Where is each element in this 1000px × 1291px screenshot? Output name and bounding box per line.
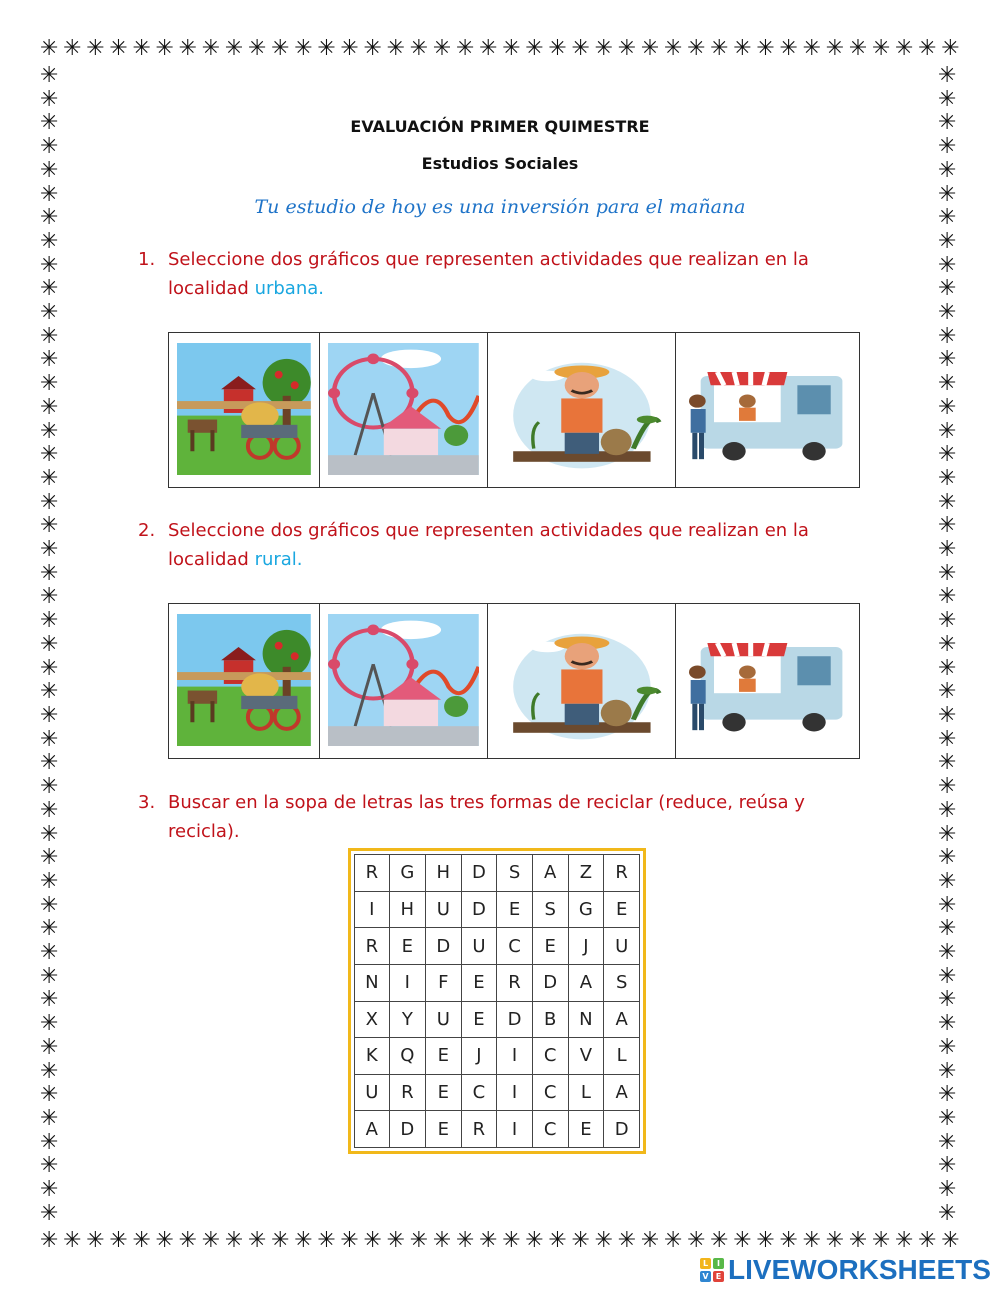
option-amusement-park[interactable] [320, 604, 488, 758]
word-search-cell[interactable]: U [604, 928, 640, 965]
border-star-icon: ✳ [663, 1228, 683, 1253]
border-star-icon: ✳ [938, 726, 957, 752]
border-star-icon: ✳ [40, 560, 59, 586]
border-star-icon: ✳ [502, 36, 521, 61]
border-star-icon: ✳ [895, 36, 914, 61]
border-star-icon: ✳ [40, 513, 59, 539]
border-star-icon: ✳ [40, 1082, 59, 1108]
border-star-icon: ✳ [938, 655, 957, 681]
word-search-cell[interactable]: E [497, 891, 533, 928]
border-star-icon: ✳ [938, 1058, 957, 1084]
word-search-cell[interactable]: C [461, 1074, 497, 1111]
border-star-icon: ✳ [40, 394, 59, 420]
border-star-icon: ✳ [938, 1153, 957, 1179]
border-star-icon: ✳ [938, 300, 957, 326]
border-star-icon: ✳ [40, 726, 59, 752]
border-star-icon: ✳ [938, 418, 957, 444]
border-star-icon: ✳ [938, 987, 957, 1013]
border-star-icon: ✳ [941, 1228, 960, 1253]
border-star-icon: ✳ [432, 1228, 452, 1253]
question-highlight: urbana. [254, 278, 324, 299]
border-star-icon: ✳ [86, 1228, 105, 1253]
word-search-grid [348, 848, 646, 1154]
border-star-icon: ✳ [938, 276, 957, 302]
border-star-icon: ✳ [201, 1228, 221, 1253]
word-search-cell[interactable]: U [355, 1074, 390, 1111]
border-star-icon: ✳ [848, 36, 868, 61]
question-number: 1. [138, 249, 156, 270]
border-star-icon: ✳ [756, 36, 775, 61]
word-search-cell[interactable]: Q [389, 1038, 425, 1075]
option-food-truck[interactable] [676, 333, 859, 487]
border-star-icon: ✳ [40, 797, 59, 823]
word-search-cell[interactable]: D [461, 855, 497, 892]
border-star-icon: ✳ [40, 442, 59, 468]
border-star-icon: ✳ [938, 1011, 957, 1037]
border-star-icon: ✳ [40, 465, 59, 491]
border-star-icon: ✳ [710, 1228, 729, 1253]
border-star-icon: ✳ [938, 252, 957, 278]
word-search-cell[interactable]: V [568, 1038, 604, 1075]
word-search-cell[interactable]: L [604, 1038, 640, 1075]
border-star-icon: ✳ [938, 1129, 957, 1155]
border-star-icon: ✳ [40, 252, 59, 278]
border-star-icon: ✳ [571, 36, 590, 61]
border-star-icon: ✳ [663, 36, 683, 61]
word-search-cell[interactable]: N [355, 964, 390, 1001]
border-star-icon: ✳ [294, 36, 313, 61]
border-star-icon: ✳ [756, 1228, 775, 1253]
border-star-icon: ✳ [294, 1228, 313, 1253]
border-star-icon: ✳ [825, 1228, 845, 1253]
word-search-row [355, 1001, 640, 1038]
border-star-icon: ✳ [40, 987, 59, 1013]
border-star-icon: ✳ [938, 394, 957, 420]
border-star-icon: ✳ [802, 1228, 822, 1253]
border-star-icon: ✳ [548, 1228, 567, 1253]
border-star-icon: ✳ [938, 63, 957, 88]
word-search-cell[interactable]: X [355, 1001, 390, 1038]
border-star-icon: ✳ [386, 1228, 406, 1253]
border-star-icon: ✳ [938, 631, 957, 657]
border-star-icon: ✳ [938, 442, 957, 468]
question-text: Seleccione dos gráficos que representen actividades que realizan en la localidad [168, 249, 809, 299]
word-search-cell[interactable]: R [497, 964, 533, 1001]
border-star-icon: ✳ [733, 1228, 752, 1253]
border-star-icon: ✳ [409, 36, 429, 61]
option-farmer[interactable] [488, 604, 677, 758]
border-star-icon: ✳ [224, 36, 244, 61]
border-star-icon: ✳ [848, 1228, 868, 1253]
border-star-icon: ✳ [363, 36, 382, 61]
border-star-icon: ✳ [938, 1082, 957, 1108]
border-star-icon: ✳ [40, 1153, 59, 1179]
border-star-icon: ✳ [938, 821, 957, 847]
question-number: 2. [138, 520, 156, 541]
border-star-icon: ✳ [40, 323, 59, 349]
border-star-icon: ✳ [938, 916, 957, 942]
word-search-row [355, 1111, 640, 1148]
border-star-icon: ✳ [40, 110, 59, 136]
border-star-icon: ✳ [479, 1228, 498, 1253]
border-star-icon: ✳ [938, 110, 957, 136]
word-search-cell[interactable]: D [532, 964, 568, 1001]
word-search-cell[interactable]: R [604, 855, 640, 892]
farmer-sowing-image [496, 614, 668, 746]
word-search-cell[interactable]: A [355, 1111, 390, 1148]
border-star-icon: ✳ [938, 560, 957, 586]
border-star-icon: ✳ [40, 537, 59, 563]
border-star-icon: ✳ [271, 36, 290, 61]
word-search-cell[interactable]: I [497, 1038, 533, 1075]
border-star-icon: ✳ [594, 36, 614, 61]
border-star-icon: ✳ [640, 1228, 660, 1253]
word-search-cell[interactable]: L [568, 1074, 604, 1111]
border-star-icon: ✳ [40, 916, 59, 942]
border-star-icon: ✳ [938, 868, 957, 894]
option-horse-cart[interactable] [169, 333, 320, 487]
word-search-cell[interactable]: G [389, 855, 425, 892]
word-search-cell[interactable]: J [568, 928, 604, 965]
border-star-icon: ✳ [271, 1228, 290, 1253]
word-search-cell[interactable]: A [604, 1074, 640, 1111]
word-search-cell[interactable]: C [532, 1111, 568, 1148]
border-star-icon: ✳ [40, 347, 59, 373]
border-star-icon: ✳ [317, 1228, 336, 1253]
border-star-icon: ✳ [938, 513, 957, 539]
question-text: Seleccione dos gráficos que representen actividades que realizan en la localidad [168, 520, 809, 570]
word-search-cell[interactable]: S [497, 855, 533, 892]
border-left [40, 65, 58, 1225]
border-star-icon: ✳ [340, 36, 359, 61]
border-star-icon: ✳ [938, 181, 957, 207]
border-star-icon: ✳ [938, 774, 957, 800]
word-search-row [355, 1038, 640, 1075]
horse-cart-farm-image [177, 343, 311, 475]
word-search-cell[interactable]: U [426, 891, 462, 928]
word-search-cell[interactable]: R [355, 928, 390, 965]
border-star-icon: ✳ [455, 1228, 475, 1253]
border-star-icon: ✳ [40, 86, 59, 112]
food-truck-image [684, 343, 851, 475]
border-star-icon: ✳ [86, 36, 105, 61]
border-star-icon: ✳ [63, 36, 82, 61]
word-search-cell[interactable]: Z [568, 855, 604, 892]
border-star-icon: ✳ [109, 1228, 128, 1253]
border-star-icon: ✳ [247, 36, 267, 61]
border-star-icon: ✳ [938, 584, 957, 610]
word-search-cell[interactable]: E [568, 1111, 604, 1148]
border-star-icon: ✳ [40, 1228, 59, 1253]
word-search-cell[interactable]: E [461, 1001, 497, 1038]
word-search-cell[interactable]: I [355, 891, 390, 928]
border-star-icon: ✳ [40, 750, 59, 776]
border-star-icon: ✳ [132, 1228, 151, 1253]
word-search-cell[interactable]: G [568, 891, 604, 928]
border-star-icon: ✳ [733, 36, 752, 61]
option-farmer[interactable] [488, 333, 677, 487]
border-star-icon: ✳ [938, 323, 957, 349]
word-search-cell[interactable]: U [426, 1001, 462, 1038]
question-3 [138, 788, 838, 846]
border-star-icon: ✳ [40, 868, 59, 894]
border-star-icon: ✳ [63, 1228, 82, 1253]
word-search-cell[interactable]: A [604, 1001, 640, 1038]
logo-text: LIVEWORKSHEETS [728, 1254, 991, 1285]
question-text: Buscar en la sopa de letras las tres formas de reciclar (reduce, reúsa y recicla). [168, 792, 805, 842]
word-search-cell[interactable]: I [497, 1111, 533, 1148]
border-star-icon: ✳ [40, 1200, 59, 1226]
border-star-icon: ✳ [40, 489, 59, 515]
word-search-cell[interactable]: D [389, 1111, 425, 1148]
border-star-icon: ✳ [918, 1228, 937, 1253]
border-star-icon: ✳ [40, 1011, 59, 1037]
word-search-row [355, 964, 640, 1001]
border-star-icon: ✳ [594, 1228, 614, 1253]
word-search-cell[interactable]: H [426, 855, 462, 892]
question-highlight: rural. [254, 549, 303, 570]
border-star-icon: ✳ [938, 157, 957, 183]
border-star-icon: ✳ [938, 1105, 957, 1131]
border-star-icon: ✳ [40, 1058, 59, 1084]
word-search-cell[interactable]: Y [389, 1001, 425, 1038]
border-star-icon: ✳ [40, 371, 59, 397]
border-star-icon: ✳ [938, 608, 957, 634]
motto-text: Tu estudio de hoy es una inversión para el mañana [254, 196, 746, 218]
border-star-icon: ✳ [201, 36, 221, 61]
word-search-cell[interactable]: D [461, 891, 497, 928]
word-search-cell[interactable]: N [568, 1001, 604, 1038]
page-title: EVALUACIÓN PRIMER QUIMESTRE [350, 117, 650, 136]
border-star-icon: ✳ [779, 36, 798, 61]
border-star-icon: ✳ [40, 892, 59, 918]
border-star-icon: ✳ [40, 702, 59, 728]
border-star-icon: ✳ [40, 181, 59, 207]
amusement-park-image [328, 614, 479, 746]
word-search-cell[interactable]: C [532, 1074, 568, 1111]
word-search-cell[interactable]: E [604, 891, 640, 928]
border-star-icon: ✳ [409, 1228, 429, 1253]
border-star-icon: ✳ [40, 205, 59, 231]
amusement-park-image [328, 343, 479, 475]
border-star-icon: ✳ [40, 631, 59, 657]
border-star-icon: ✳ [40, 1177, 59, 1203]
border-star-icon: ✳ [548, 36, 567, 61]
question-1 [138, 245, 838, 303]
border-star-icon: ✳ [40, 157, 59, 183]
subject-title: Estudios Sociales [421, 154, 579, 173]
question-number: 3. [138, 792, 156, 813]
border-star-icon: ✳ [617, 1228, 637, 1253]
word-search-cell[interactable]: E [461, 964, 497, 1001]
word-search-cell[interactable]: A [568, 964, 604, 1001]
border-star-icon: ✳ [938, 228, 957, 254]
border-star-icon: ✳ [479, 36, 498, 61]
word-search-cell[interactable]: E [532, 928, 568, 965]
border-star-icon: ✳ [525, 36, 544, 61]
question-2 [138, 516, 838, 574]
word-search-cell[interactable]: C [532, 1038, 568, 1075]
border-star-icon: ✳ [687, 36, 706, 61]
border-star-icon: ✳ [617, 36, 637, 61]
border-star-icon: ✳ [40, 1129, 59, 1155]
border-star-icon: ✳ [938, 465, 957, 491]
border-star-icon: ✳ [386, 36, 406, 61]
border-star-icon: ✳ [938, 1034, 957, 1060]
word-search-cell[interactable]: U [461, 928, 497, 965]
border-star-icon: ✳ [40, 1034, 59, 1060]
horse-cart-farm-image [177, 614, 311, 746]
border-star-icon: ✳ [132, 36, 151, 61]
liveworksheets-logo [700, 1254, 991, 1286]
border-star-icon: ✳ [155, 1228, 174, 1253]
border-star-icon: ✳ [938, 797, 957, 823]
border-star-icon: ✳ [938, 537, 957, 563]
word-search-cell[interactable]: I [497, 1074, 533, 1111]
border-star-icon: ✳ [825, 36, 845, 61]
word-search-cell[interactable]: R [461, 1111, 497, 1148]
logo-blocks-icon: L I V E [700, 1258, 724, 1282]
border-right [938, 65, 956, 1225]
border-star-icon: ✳ [871, 36, 891, 61]
border-star-icon: ✳ [938, 750, 957, 776]
word-search-cell[interactable]: K [355, 1038, 390, 1075]
word-search-cell[interactable]: R [389, 1074, 425, 1111]
word-search-cell[interactable]: E [426, 1074, 462, 1111]
border-star-icon: ✳ [155, 36, 174, 61]
border-star-icon: ✳ [40, 940, 59, 966]
border-star-icon: ✳ [802, 36, 822, 61]
border-star-icon: ✳ [40, 584, 59, 610]
border-star-icon: ✳ [710, 36, 729, 61]
border-star-icon: ✳ [938, 963, 957, 989]
border-star-icon: ✳ [109, 36, 128, 61]
border-star-icon: ✳ [938, 347, 957, 373]
word-search-cell[interactable]: D [426, 928, 462, 965]
border-star-icon: ✳ [938, 845, 957, 871]
word-search-cell[interactable]: B [532, 1001, 568, 1038]
border-star-icon: ✳ [938, 371, 957, 397]
word-search-cell[interactable]: A [532, 855, 568, 892]
border-star-icon: ✳ [40, 774, 59, 800]
border-star-icon: ✳ [938, 86, 957, 112]
border-star-icon: ✳ [40, 228, 59, 254]
border-star-icon: ✳ [871, 1228, 891, 1253]
word-search-cell[interactable]: S [604, 964, 640, 1001]
options-row-2 [168, 603, 860, 759]
border-star-icon: ✳ [640, 36, 660, 61]
border-star-icon: ✳ [525, 1228, 544, 1253]
border-star-icon: ✳ [432, 36, 452, 61]
word-search-cell[interactable]: J [461, 1038, 497, 1075]
option-amusement-park[interactable] [320, 333, 488, 487]
farmer-sowing-image [496, 343, 668, 475]
border-star-icon: ✳ [40, 679, 59, 705]
border-star-icon: ✳ [363, 1228, 382, 1253]
border-star-icon: ✳ [40, 963, 59, 989]
border-star-icon: ✳ [938, 205, 957, 231]
border-star-icon: ✳ [178, 36, 198, 61]
food-truck-image [684, 614, 851, 746]
border-star-icon: ✳ [938, 489, 957, 515]
border-star-icon: ✳ [40, 418, 59, 444]
word-search-row [355, 891, 640, 928]
word-search-cell[interactable]: E [389, 928, 425, 965]
border-star-icon: ✳ [502, 1228, 521, 1253]
word-search-cell[interactable]: D [497, 1001, 533, 1038]
border-star-icon: ✳ [938, 1200, 957, 1226]
word-search-cell[interactable]: C [497, 928, 533, 965]
border-star-icon: ✳ [40, 134, 59, 160]
border-star-icon: ✳ [779, 1228, 798, 1253]
border-star-icon: ✳ [571, 1228, 590, 1253]
border-star-icon: ✳ [247, 1228, 267, 1253]
border-star-icon: ✳ [40, 845, 59, 871]
border-star-icon: ✳ [938, 940, 957, 966]
word-search-cell[interactable]: E [426, 1038, 462, 1075]
border-star-icon: ✳ [938, 1177, 957, 1203]
border-star-icon: ✳ [938, 702, 957, 728]
border-star-icon: ✳ [40, 821, 59, 847]
border-star-icon: ✳ [40, 300, 59, 326]
border-star-icon: ✳ [938, 679, 957, 705]
options-row-1 [168, 332, 860, 488]
border-star-icon: ✳ [938, 134, 957, 160]
border-star-icon: ✳ [340, 1228, 359, 1253]
border-star-icon: ✳ [317, 36, 336, 61]
border-star-icon: ✳ [224, 1228, 244, 1253]
word-search-cell[interactable]: D [604, 1111, 640, 1148]
border-star-icon: ✳ [178, 1228, 198, 1253]
border-star-icon: ✳ [40, 655, 59, 681]
word-search-row [355, 855, 640, 892]
border-star-icon: ✳ [40, 276, 59, 302]
border-top [40, 38, 960, 60]
border-bottom [40, 1230, 960, 1252]
word-search-cell[interactable]: R [355, 855, 390, 892]
word-search-cell[interactable]: E [426, 1111, 462, 1148]
word-search-cell[interactable]: I [389, 964, 425, 1001]
border-star-icon: ✳ [40, 1105, 59, 1131]
word-search-cell[interactable]: F [426, 964, 462, 1001]
border-star-icon: ✳ [687, 1228, 706, 1253]
border-star-icon: ✳ [455, 36, 475, 61]
border-star-icon: ✳ [40, 608, 59, 634]
option-food-truck[interactable] [676, 604, 859, 758]
word-search-cell[interactable]: S [532, 891, 568, 928]
border-star-icon: ✳ [40, 63, 59, 88]
border-star-icon: ✳ [938, 892, 957, 918]
word-search-cell[interactable]: H [389, 891, 425, 928]
word-search-row [355, 928, 640, 965]
border-star-icon: ✳ [918, 36, 937, 61]
option-horse-cart[interactable] [169, 604, 320, 758]
border-star-icon: ✳ [895, 1228, 914, 1253]
border-star-icon: ✳ [941, 36, 960, 61]
border-star-icon: ✳ [40, 36, 59, 61]
word-search-row [355, 1074, 640, 1111]
